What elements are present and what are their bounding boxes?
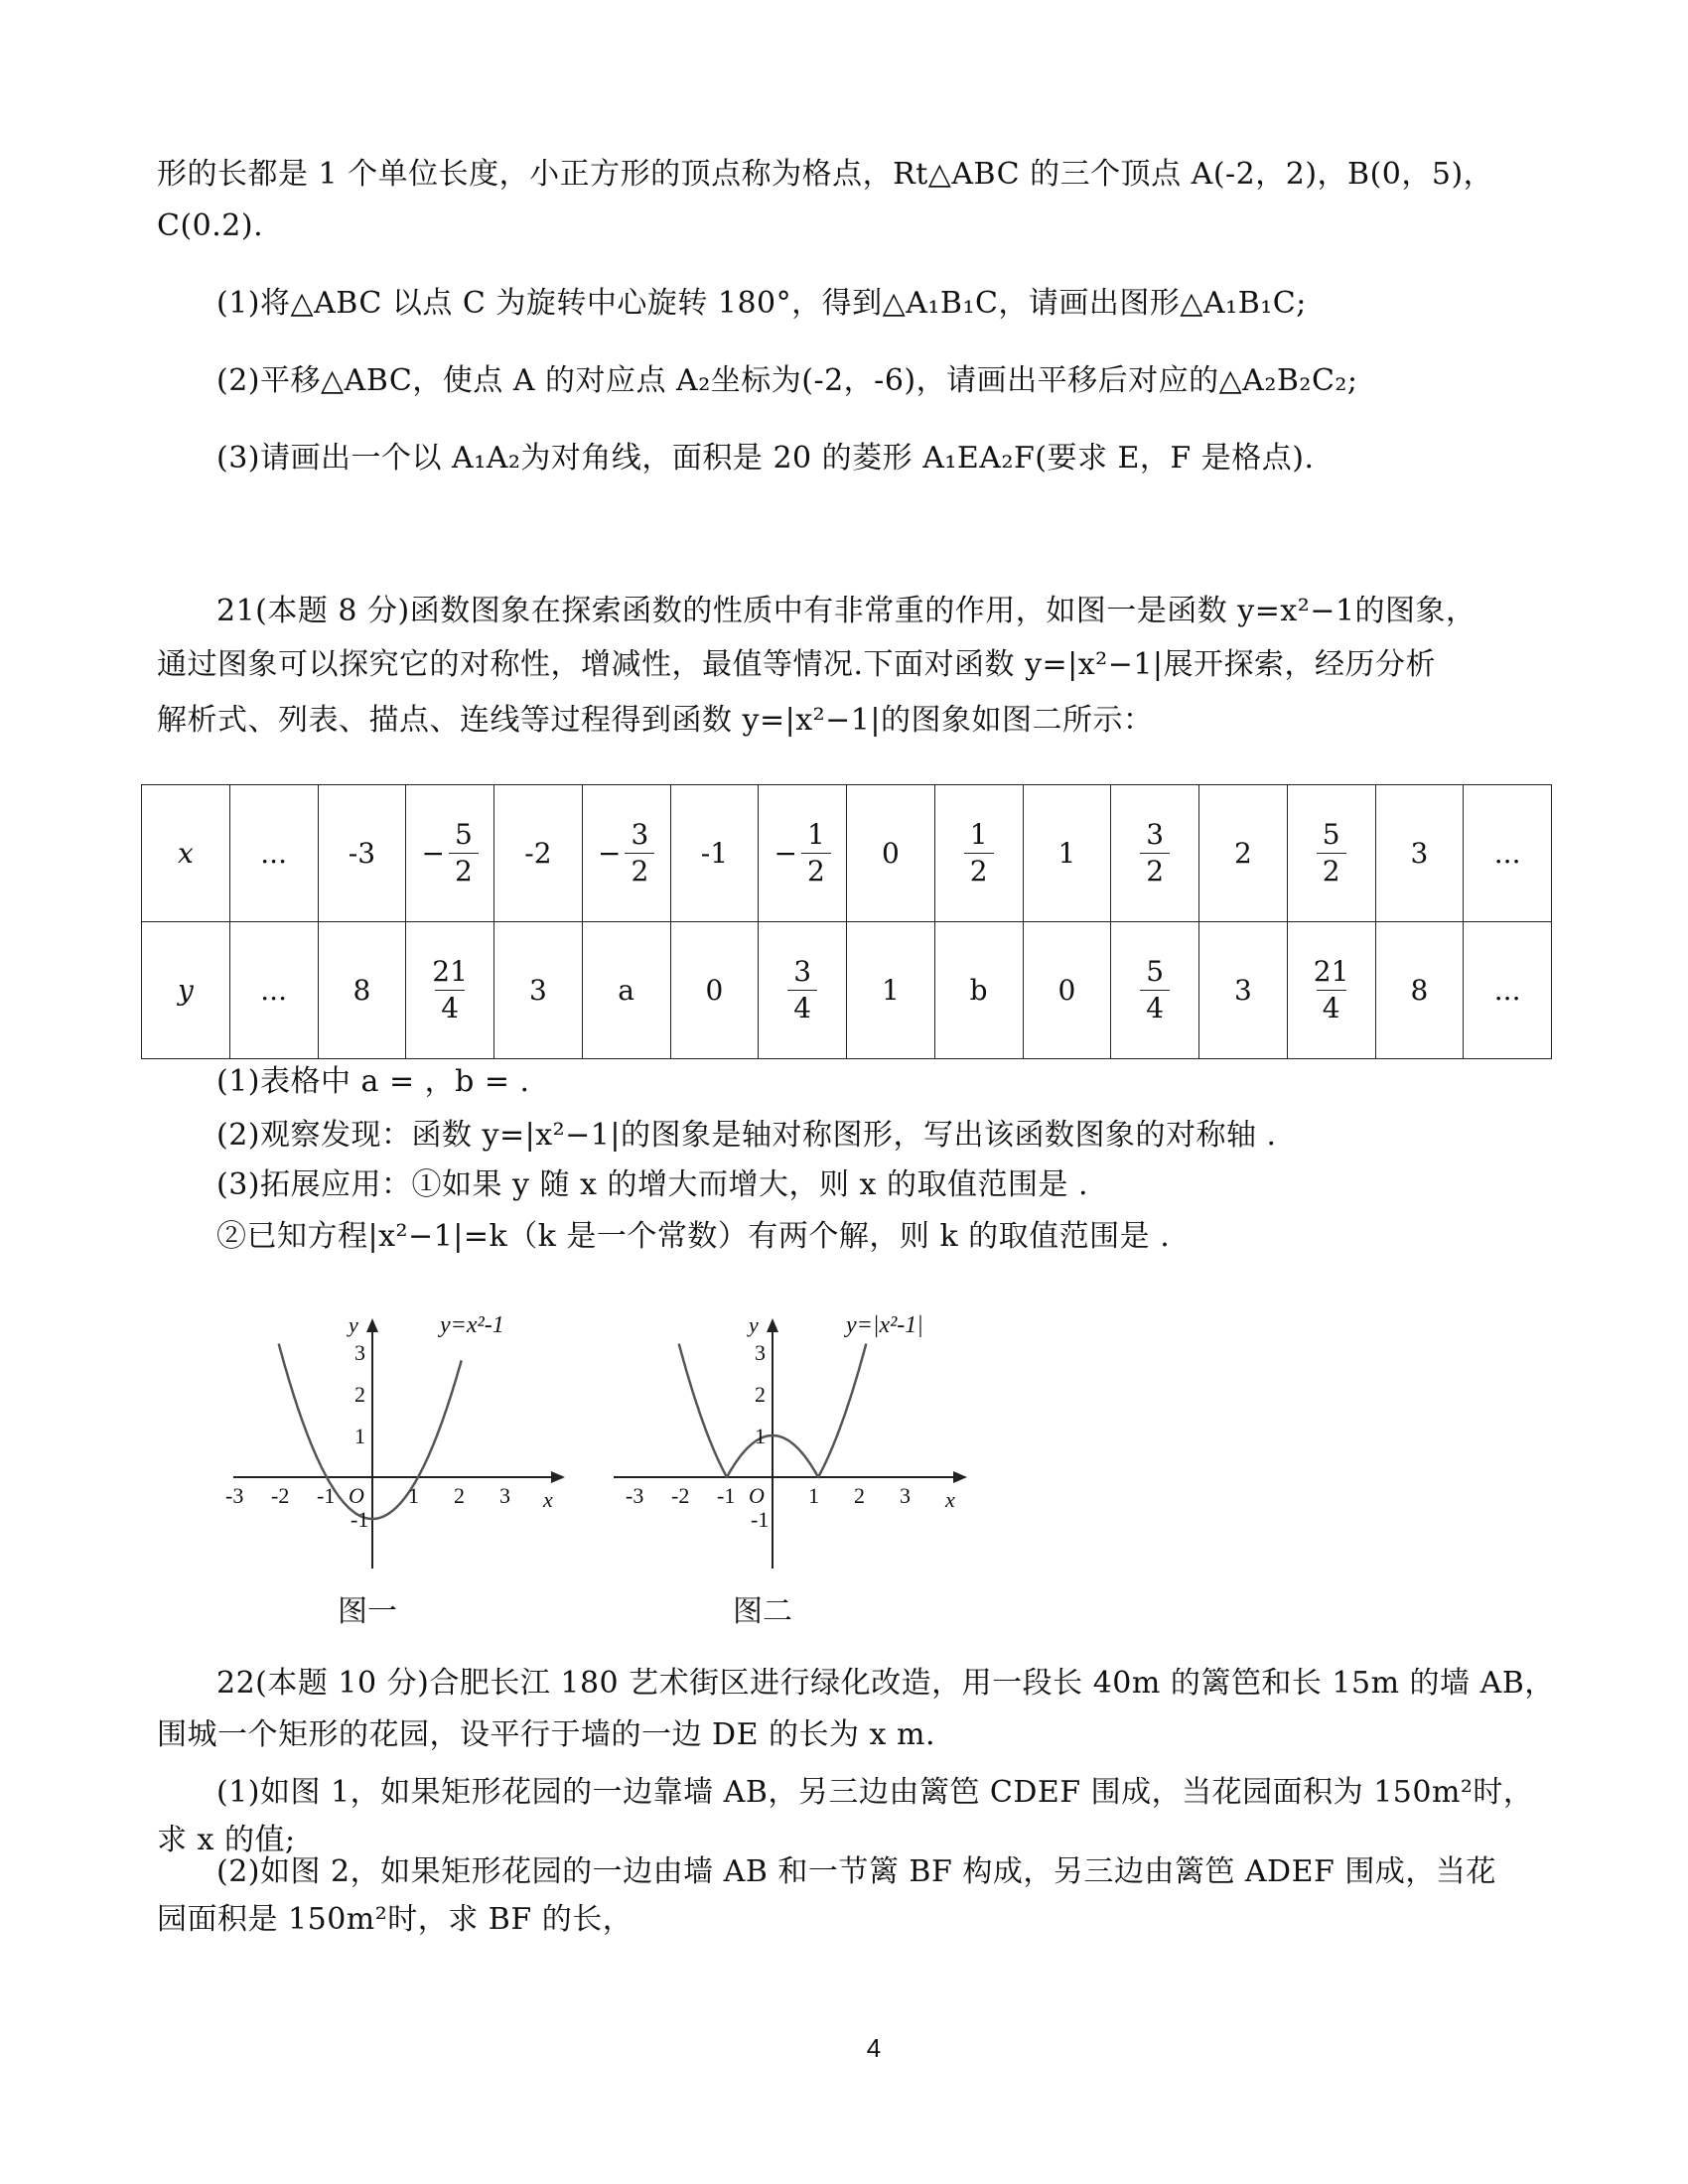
- fig2-xtick-3: 3: [900, 1483, 911, 1508]
- table-cell-x-13: 3: [1375, 785, 1464, 922]
- table-cell-y-2: $\frac{21}{4}$: [406, 922, 494, 1059]
- table-cell-y-12: $\frac{21}{4}$: [1287, 922, 1375, 1059]
- p20-question1: (1)将△ABC 以点 C 为旋转中心旋转 180°，得到△A₁B₁C，请画出图形△A₁B₁C;: [216, 286, 1307, 321]
- fig2-xtick--1: -1: [717, 1483, 736, 1508]
- table-cell-x-8: $\frac{1}{2}$: [934, 785, 1023, 922]
- table-x-label: x: [142, 785, 230, 922]
- table-cell-x-0: ...: [229, 785, 318, 922]
- table-cell-x-3: -2: [494, 785, 583, 922]
- p22-line5: (2)如图 2，如果矩形花园的一边由墙 AB 和一节篱 BF 构成，另三边由篱笆 ADEF 围成，当花: [216, 1854, 1496, 1889]
- p21-intro2: 通过图象可以探究它的对称性，增减性，最值等情况.下面对函数 y=|x²−1|展开探索，经历分析: [157, 647, 1437, 682]
- table-cell-y-4: a: [582, 922, 670, 1059]
- p22-line3: (1)如图 1，如果矩形花园的一边靠墙 AB，另三边由篱笆 CDEF 围成，当花园面积为 150m²时，: [216, 1775, 1534, 1810]
- fig2-xtick--2: -2: [671, 1483, 690, 1508]
- table-cell-x-11: 2: [1199, 785, 1288, 922]
- p20-line2: C(0.2).: [157, 208, 264, 243]
- fig2-xtick--3: -3: [626, 1483, 644, 1508]
- value-table: [141, 784, 1552, 1059]
- p22-line4: 求 x 的值;: [157, 1823, 296, 1857]
- table-row-y: [142, 922, 1552, 1059]
- table-cell-x-5: -1: [670, 785, 759, 922]
- fig1-y-axis-label: y: [349, 1312, 358, 1337]
- table-cell-x-14: ...: [1464, 785, 1552, 922]
- table-cell-y-3: 3: [494, 922, 583, 1059]
- table-cell-x-1: -3: [318, 785, 406, 922]
- fig1-caption: 图一: [338, 1594, 397, 1629]
- graph-figure-2: [604, 1291, 981, 1588]
- fig2-function-label: y=|x²-1|: [846, 1312, 923, 1338]
- table-cell-x-2: − $\frac{5}{2}$: [406, 785, 494, 922]
- fig1-xtick-2: 2: [454, 1483, 465, 1508]
- p20-line1: 形的长都是 1 个单位长度，小正方形的顶点称为格点，Rt△ABC 的三个顶点 A(-2，2)，B(0，5)，: [157, 157, 1494, 192]
- p21-question4: ②已知方程|x²−1|=k（k 是一个常数）有两个解，则 k 的取值范围是 .: [216, 1219, 1171, 1254]
- fig2-x-axis-label: x: [945, 1487, 955, 1512]
- fig1-x-axis-label: x: [543, 1487, 553, 1512]
- table-cell-y-5: 0: [670, 922, 759, 1059]
- table-cell-y-0: ...: [229, 922, 318, 1059]
- p21-question1: (1)表格中 a = ，b = .: [216, 1064, 530, 1099]
- table-cell-y-10: $\frac{5}{4}$: [1111, 922, 1199, 1059]
- table-cell-y-8: b: [934, 922, 1023, 1059]
- table-cell-y-7: 1: [847, 922, 935, 1059]
- p21-question2: (2)观察发现：函数 y=|x²−1|的图象是轴对称图形，写出该函数图象的对称轴 .: [216, 1118, 1277, 1153]
- fig1-ytick-1: 1: [354, 1424, 365, 1448]
- fig2-ytick-2: 2: [755, 1382, 766, 1407]
- fig2-xtick-2: 2: [854, 1483, 865, 1508]
- fig1-ytick-3: 3: [354, 1340, 365, 1365]
- table-cell-y-6: $\frac{3}{4}$: [759, 922, 847, 1059]
- table-y-label: y: [142, 922, 230, 1059]
- p22-line1: 22(本题 10 分)合肥长江 180 艺术街区进行绿化改造，用一段长 40m 的篱笆和长 15m 的墙 AB，: [216, 1666, 1555, 1701]
- graph-figure-1: [223, 1291, 571, 1588]
- table-cell-x-9: 1: [1023, 785, 1111, 922]
- fig1-ytick-2: 2: [354, 1382, 365, 1407]
- table-row-x: [142, 785, 1552, 922]
- fig2-ytick-3: 3: [755, 1340, 766, 1365]
- p21-intro3: 解析式、列表、描点、连线等过程得到函数 y=|x²−1|的图象如图二所示：: [157, 703, 1154, 738]
- p22-line6: 园面积是 150m²时，求 BF 的长，: [157, 1902, 633, 1937]
- table-cell-y-14: ...: [1464, 922, 1552, 1059]
- fig2-caption: 图二: [733, 1594, 792, 1629]
- fig2-origin-label: O: [749, 1483, 765, 1508]
- table-cell-y-13: 8: [1375, 922, 1464, 1059]
- table-cell-x-12: $\frac{5}{2}$: [1287, 785, 1375, 922]
- p21-intro1: 21(本题 8 分)函数图象在探索函数的性质中有非常重的作用，如图一是函数 y=x²−1的图象，: [216, 594, 1477, 628]
- fig1-xtick--3: -3: [225, 1483, 244, 1508]
- fig1-function-label: y=x²-1: [440, 1312, 504, 1338]
- table-cell-x-4: − $\frac{3}{2}$: [582, 785, 670, 922]
- fig1-xtick--2: -2: [271, 1483, 290, 1508]
- page-number: 4: [866, 2033, 882, 2063]
- fig2-ytick--1: -1: [751, 1507, 770, 1532]
- fig2-y-axis-label: y: [749, 1312, 759, 1337]
- fig1-xtick-3: 3: [499, 1483, 510, 1508]
- table-cell-y-1: 8: [318, 922, 406, 1059]
- fig2-ytick-1: 1: [755, 1424, 766, 1448]
- p20-question2: (2)平移△ABC，使点 A 的对应点 A₂坐标为(-2，-6)，请画出平移后对应的△A₂B₂C₂;: [216, 363, 1358, 398]
- fig1-xtick--1: -1: [317, 1483, 336, 1508]
- fig1-xtick-1: 1: [408, 1483, 419, 1508]
- p20-question3: (3)请画出一个以 A₁A₂为对角线，面积是 20 的菱形 A₁EA₂F(要求 E，F 是格点).: [216, 441, 1315, 476]
- table-cell-x-6: − $\frac{1}{2}$: [759, 785, 847, 922]
- fig2-xtick-1: 1: [808, 1483, 819, 1508]
- p22-line2: 围城一个矩形的花园，设平行于墙的一边 DE 的长为 x m.: [157, 1717, 935, 1752]
- table-cell-y-9: 0: [1023, 922, 1111, 1059]
- fig1-origin-label: O: [349, 1483, 364, 1508]
- table-cell-y-11: 3: [1199, 922, 1288, 1059]
- table-cell-x-7: 0: [847, 785, 935, 922]
- p21-question3: (3)拓展应用：①如果 y 随 x 的增大而增大，则 x 的取值范围是 .: [216, 1167, 1089, 1202]
- table-cell-x-10: $\frac{3}{2}$: [1111, 785, 1199, 922]
- fig1-ytick--1: -1: [351, 1507, 369, 1532]
